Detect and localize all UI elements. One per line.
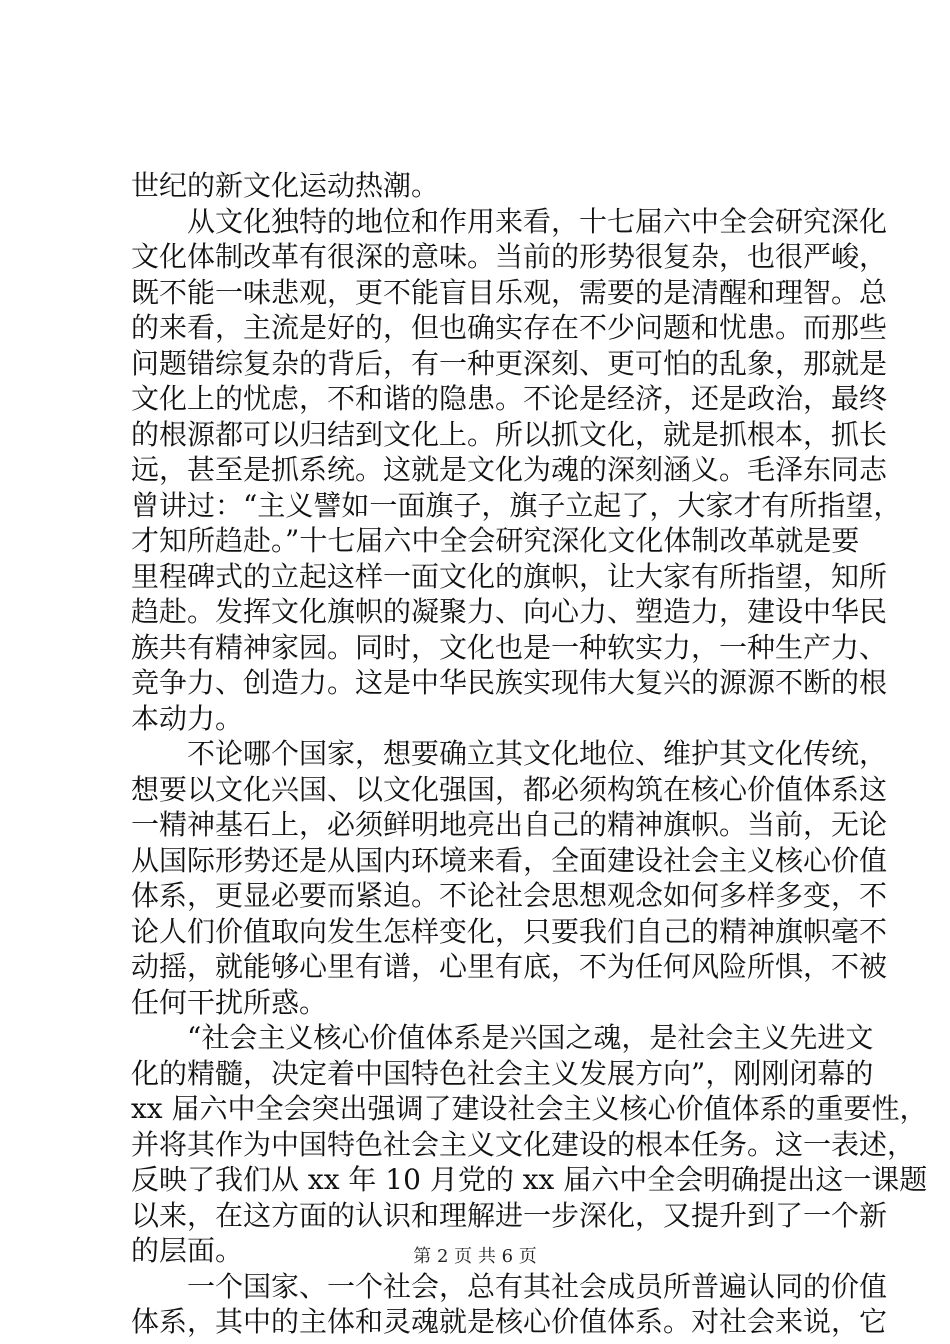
text-line: 里程碑式的立起这样一面文化的旗帜，让大家有所指望，知所 xyxy=(131,559,888,593)
text-line: 文化体制改革有很深的意味。当前的形势很复杂，也很严峻， xyxy=(131,240,888,273)
text-line: 以来，在这方面的认识和理解进一步深化，又提升到了一个新 xyxy=(131,1198,888,1232)
text-line: 本动力。 xyxy=(131,701,244,735)
page-footer: 第 2 页 共 6 页 xyxy=(413,1246,537,1267)
paragraph xyxy=(131,204,902,737)
text-line: 一精神基石上，必须鲜明地亮出自己的精神旗帜。当前，无论 xyxy=(131,808,888,841)
text-line: 从文化独特的地位和作用来看，十七届六中全会研究深化 xyxy=(187,204,888,238)
text-line: 的层面。 xyxy=(131,1234,244,1267)
text-line: 才知所趋赴。”十七届六中全会研究深化文化体制改革就是要 xyxy=(131,524,860,557)
text-line: 从国际形势还是从国内环境来看，全面建设社会主义核心价值 xyxy=(131,843,888,877)
text-line: 问题错综复杂的背后，有一种更深刻、更可怕的乱象，那就是 xyxy=(131,346,888,380)
paragraph xyxy=(131,736,888,1020)
paragraph xyxy=(131,1269,888,1340)
text-line: 不论哪个国家，想要确立其文化地位、维护其文化传统， xyxy=(187,737,888,770)
text-line: 曾讲过：“主义譬如一面旗子，旗子立起了，大家才有所指望， xyxy=(131,488,902,522)
text-line: 的根源都可以归结到文化上。所以抓文化，就是抓根本，抓长 xyxy=(131,417,888,451)
text-line: 趋赴。发挥文化旗帜的凝聚力、向心力、塑造力，建设中华民 xyxy=(131,595,888,628)
text-line: 任何干扰所惑。 xyxy=(131,985,328,1019)
text-line: “社会主义核心价值体系是兴国之魂，是社会主义先进文 xyxy=(187,1021,874,1054)
text-line: 族共有精神家园。同时，文化也是一种软实力，一种生产力、 xyxy=(131,630,888,664)
text-line: 化的精髓，决定着中国特色社会主义发展方向”，刚刚闭幕的 xyxy=(131,1056,874,1090)
text-line: 世纪的新文化运动热潮。 xyxy=(131,169,440,202)
text-line: 远，甚至是抓系统。这就是文化为魂的深刻涵义。毛泽东同志 xyxy=(131,453,888,486)
document-body xyxy=(131,168,928,1340)
text-line: 一个国家、一个社会，总有其社会成员所普遍认同的价值 xyxy=(187,1269,888,1303)
text-line: 想要以文化兴国、以文化强国，都必须构筑在核心价值体系这 xyxy=(131,772,888,806)
text-line: 竞争力、创造力。这是中华民族实现伟大复兴的源源不断的根 xyxy=(131,666,888,699)
paragraph xyxy=(131,168,836,204)
text-line: 的来看，主流是好的，但也确实存在不少问题和忧患。而那些 xyxy=(131,311,888,344)
text-line: 反映了我们从 xx 年 10 月党的 xx 届六中全会明确提出这一课题 xyxy=(131,1163,928,1196)
text-line: xx 届六中全会突出强调了建设社会主义核心价值体系的重要性， xyxy=(131,1092,928,1125)
text-line: 体系，其中的主体和灵魂就是核心价值体系。对社会来说，它 xyxy=(131,1305,888,1338)
text-line: 文化上的忧虑，不和谐的隐患。不论是经济，还是政治，最终 xyxy=(131,382,888,415)
paragraph xyxy=(131,1020,928,1269)
text-line: 论人们价值取向发生怎样变化，只要我们自己的精神旗帜毫不 xyxy=(131,914,888,948)
text-line: 并将其作为中国特色社会主义文化建设的根本任务。这一表述， xyxy=(131,1127,916,1161)
text-line: 既不能一味悲观，更不能盲目乐观，需要的是清醒和理智。总 xyxy=(131,275,888,309)
text-line: 动摇，就能够心里有谱，心里有底，不为任何风险所惧，不被 xyxy=(131,950,888,983)
text-line: 体系，更显必要而紧迫。不论社会思想观念如何多样多变，不 xyxy=(131,879,888,912)
